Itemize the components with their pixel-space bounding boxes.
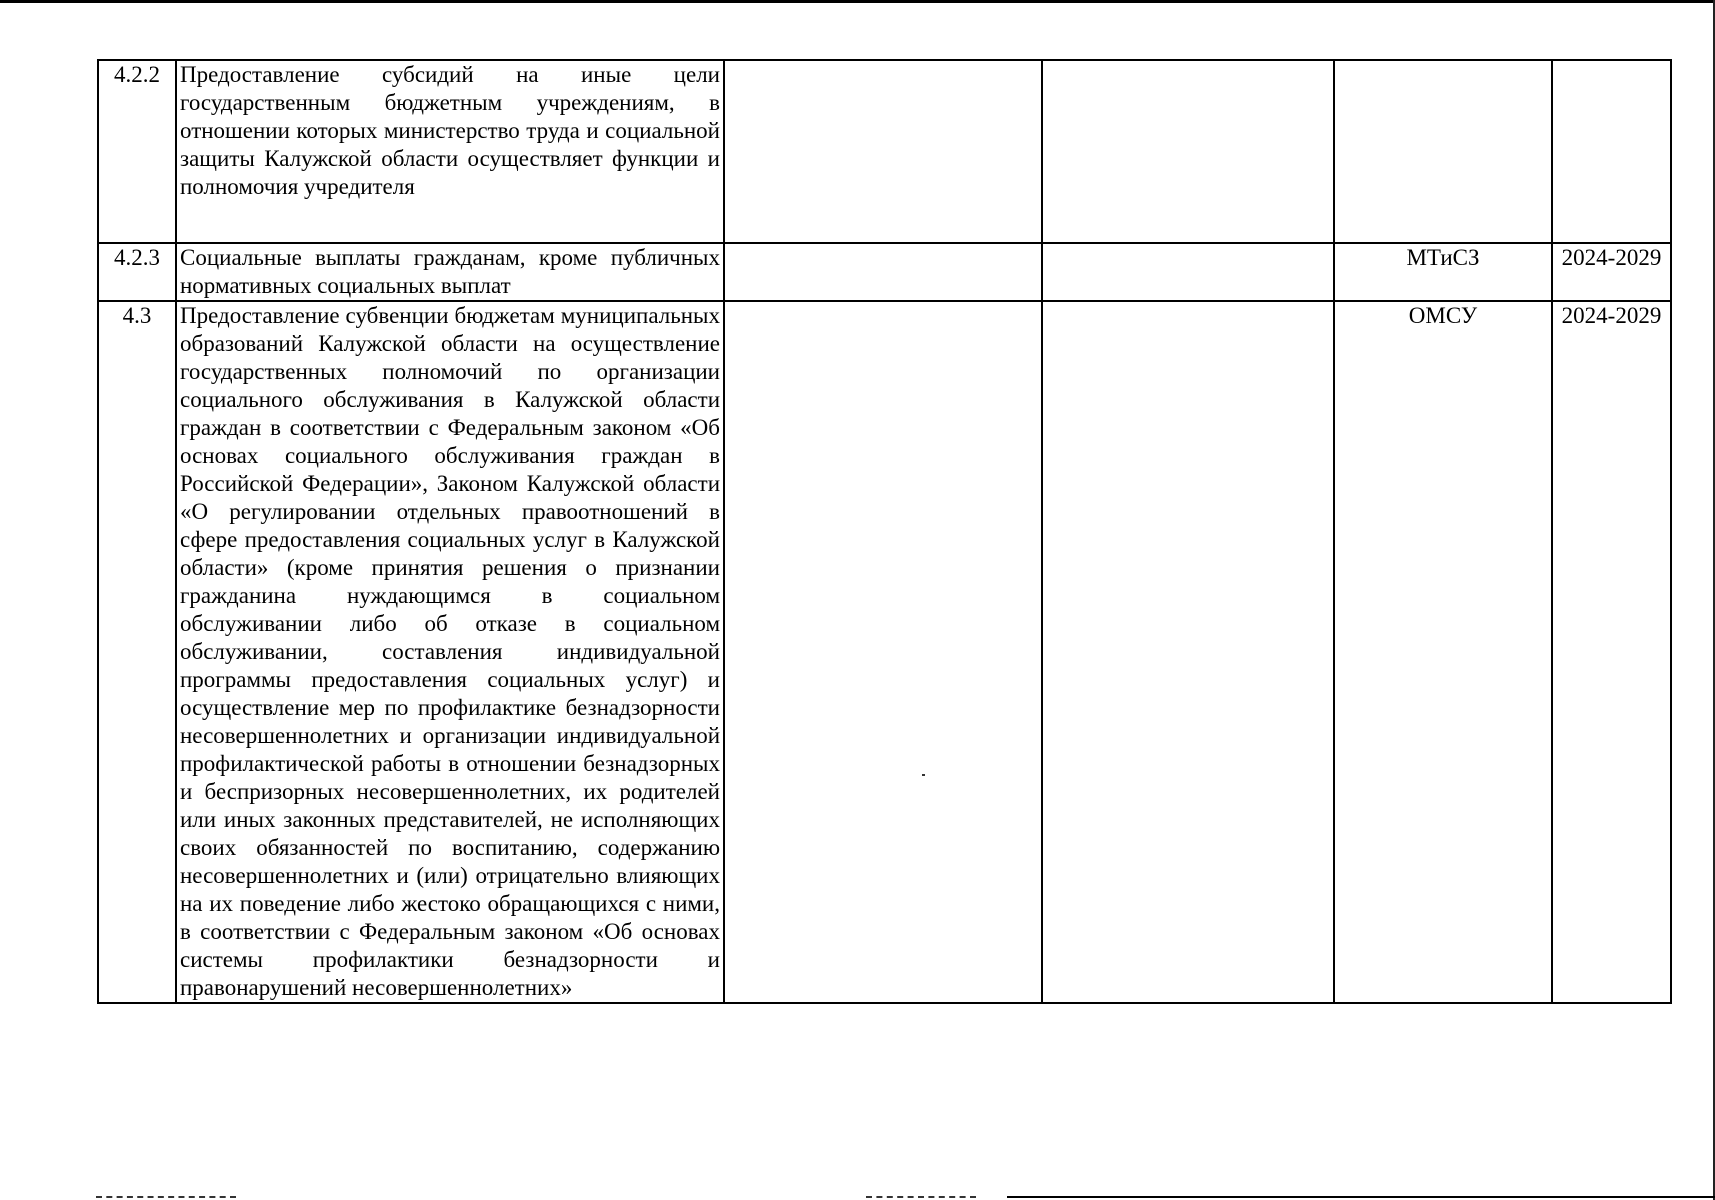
scan-bottom-border [1007, 1196, 1715, 1198]
row-description: Предоставление субсидий на иные цели государственным бюджетным учреждениям, в отношении которых министерство труда и социальной защиты Калужской области осуществляет функции и полномочия учредителя [176, 60, 724, 243]
scan-bottom-dashes [96, 1196, 236, 1200]
row-cell-col4 [1042, 301, 1334, 1003]
program-activities-table [97, 59, 1672, 1004]
scan-top-border [0, 0, 1715, 3]
row-period [1552, 60, 1671, 243]
row-responsible [1334, 60, 1552, 243]
row-cell-col3 [724, 243, 1042, 301]
row-cell-col4 [1042, 60, 1334, 243]
row-period: 2024-2029 [1552, 301, 1671, 1003]
row-description: Предоставление субвенции бюджетам муниципальных образований Калужской области на осуществление государственных полномочий по организации социального обслуживания в Калужской области граждан в соответствии с Федеральным законом «Об основах социального обслуживания граждан в Российской Федерации», Законом Калужской области «О регулировании отдельных правоотношений в сфере предоставления социальных услуг в Калужской области» (кроме принятия решения о признании гражданина нуждающимся в социальном обслуживании либо об отказе в социальном обслуживании, составления индивидуальной программы предоставления социальных услуг) и осуществление мер по профилактике безнадзорности несовершеннолетних и организации индивидуальной профилактической работы в отношении безнадзорных и беспризорных несовершеннолетних, их родителей или иных законных представителей, не исполняющих своих обязанностей по воспитанию, содержанию несовершеннолетних и (или) отрицательно влияющих на их поведение либо жестоко обращающихся с ними, в соответствии с Федеральным законом «Об основах системы профилактики безнадзорности и правонарушений несовершеннолетних» [176, 301, 724, 1003]
row-responsible: ОМСУ [1334, 301, 1552, 1003]
table-row-4-3 [98, 301, 1671, 1003]
scan-speck [922, 774, 925, 776]
row-cell-col3 [724, 301, 1042, 1003]
table-row-4-2-3 [98, 243, 1671, 301]
row-description: Социальные выплаты гражданам, кроме публичных нормативных социальных выплат [176, 243, 724, 301]
row-number: 4.3 [98, 301, 176, 1003]
table-row-4-2-2 [98, 60, 1671, 243]
row-cell-col4 [1042, 243, 1334, 301]
row-cell-col3 [724, 60, 1042, 243]
scan-bottom-dashes [866, 1196, 976, 1200]
row-number: 4.2.3 [98, 243, 176, 301]
row-period: 2024-2029 [1552, 243, 1671, 301]
row-responsible: МТиСЗ [1334, 243, 1552, 301]
row-number: 4.2.2 [98, 60, 176, 243]
